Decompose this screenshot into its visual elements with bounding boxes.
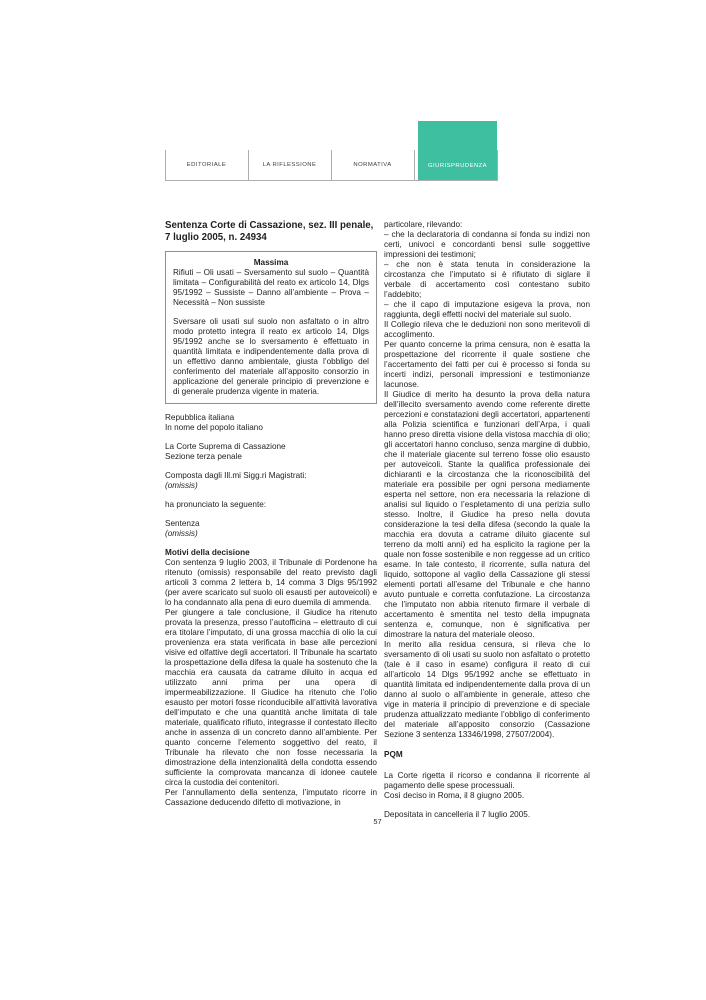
preamble-line: Repubblica italiana <box>165 413 235 422</box>
column-left <box>165 220 377 808</box>
body-paragraph: – che la declaratoria di condanna si fonda su indizi non certi, univoci e concordanti bensì sulle soggettive impressioni dei testimoni; <box>384 230 590 259</box>
tab-label: LA RIFLESSIONE <box>262 162 317 168</box>
tab-separator <box>497 150 498 180</box>
page-number: 57 <box>373 817 382 826</box>
preamble-sentenza <box>165 519 377 539</box>
tab-separator <box>414 150 415 180</box>
tab-giurisprudenza[interactable] <box>418 121 497 180</box>
body-paragraph: Con sentenza 9 luglio 2003, il Tribunale di Pordenone ha ritenuto (omissis) responsabile del reato previsto dagli articoli 3 comma 2 lettera b, 14 comma 3 Dlgs 95/1992 (per avere scaricato sul suolo oli esausti per autoveicoli) e lo ha condannato alla pena di euro duemila di ammenda. <box>165 558 377 607</box>
body-paragraph: – che il capo di imputazione esigeva la prova, non raggiunta, degli effetti nocivi del materiale sul suolo. <box>384 300 590 319</box>
preamble-pronounce <box>165 500 377 510</box>
massima-abstract: Sversare oli usati sul suolo non asfaltato o in altro modo protetto integra il reato ex articolo 14, Dlgs 95/1992 anche se lo sversamento è effettuato in quantità limitata e indipendentemente dalla prova di un effettivo danno ambientale, giusta l’obbligo del conferimento del materiale all’apposito consorzio in applicazione del generale principio di prevenzione e di generale prudenza vigente in materia. <box>173 317 369 396</box>
preamble-court <box>165 442 377 462</box>
body-paragraph: Per l’annullamento della sentenza, l’imputato ricorre in Cassazione deducendo difetto di motivazione, in <box>165 788 377 807</box>
pqm-paragraph: Così deciso in Roma, il 8 giugno 2005. <box>384 791 525 800</box>
body-paragraph: Il Giudice di merito ha desunto la prova della natura dell’illecito sversamento avendo come referente dirette percezioni e constatazioni degli accertatori, appartenenti alla Polizia scientifica e funzionari dell’Arpa, i quali hanno preso diretta visione della vistosa macchia di olio; gli accertatori hanno concluso, senza margine di dubbio, che il materiale giacente sul terreno fosse olio esausto per autoveicoli. Stante la qualifica professionale dei dichiaranti e la circostanza che la riconoscibilità del materiale era possibile per ogni persona mediamente esperta nel settore, non era necessaria la relazione di analisi sul liquido o l’espletamento di una perizia sullo stesso. Inoltre, il Giudice ha preso nella dovuta considerazione la tesi della difesa (secondo la quale la macchia era dovuta a catrame diluito giacente sul terreno da molti anni) ed ha esplicito la ragione per la quale non fosse sostenibile e non reggesse ad un critico esame. In tale contesto, il ricorrente, sulla natura del liquido, sottopone al vaglio della Cassazione gli stessi elementi portati all’esame del Tribunale e che hanno avuto puntuale e corretta confutazione. La circostanza che l’imputato non abbia ritenuto firmare il verbale di accertamento è smentita nel testo della impugnata sentenza e, comunque, non è significativa per dimostrare la natura del materiale oleoso. <box>384 390 590 639</box>
massima-box <box>165 251 377 404</box>
preamble-line: Composta dagli Ill.mi Sigg.ri Magistrati: <box>165 471 307 480</box>
tab-label: NORMATIVA <box>353 162 392 168</box>
body-paragraph: particolare, rilevando: <box>384 220 463 229</box>
preamble-line: Sezione terza penale <box>165 452 242 461</box>
tab-label: EDITORIALE <box>186 162 227 168</box>
body-paragraph: In merito alla residua censura, si rileva che lo sversamento di oli usati su suolo non asfaltato o protetto (tale è il caso in esame) configura il reato di cui all’articolo 14 Dlgs 95/1992 anche se effettuato in quantità limitata ed indipendentemente dalla prova di un danno al suolo o all’ambiente in generale, atteso che vige in materia il principio di prevenzione e di speciale prudenza attualizzato mediante l’obbligo di conferimento del materiale all’apposito consorzio (Cassazione Sezione 3 sentenza 13346/1998, 27507/2004). <box>384 640 590 739</box>
omissis-note: (omissis) <box>165 529 198 538</box>
pqm-paragraph: La Corte rigetta il ricorso e condanna il ricorrente al pagamento delle spese processuali. <box>384 771 590 790</box>
tab-la-riflessione[interactable] <box>248 150 331 180</box>
body-paragraph: Per quanto concerne la prima censura, non è esatta la prospettazione del ricorrente il quale sostiene che l’accertamento dei fatti per cui è processo si fonda su incerti indizi, personali impressioni e testimonianze lacunose. <box>384 340 590 389</box>
body-paragraph: Per giungere a tale conclusione, il Giudice ha ritenuto provata la presenza, presso l’autofficina – elettrauto di cui era titolare l’imputato, di una grossa macchia di olio la cui provenienza era stata verificata in base alle percezioni visive ed olfattive degli accertatori. Il Tribunale ha scartato la prospettazione della difesa la quale ha sostenuto che la macchia era causata da catrame diluito in acqua ed utilizzato anni prima per una opera di impermeabilizzazione. Il Giudice ha ritenuto che l’olio esausto per motori fosse riconducibile all’attività lavorativa dell’imputato e che una quantità anche limitata di tale materiale, qualificato rifiuto, integrasse il contestato illecito anche in assenza di un concreto danno all’ambiente. Per quanto concerne l’elemento soggettivo del reato, il Tribunale ha rilevato che non fosse necessaria la dimostrazione della intenzionalità della condotta essendo sufficiente la comprovata mancanza di idonee cautele circa la custodia dei contenitori. <box>165 608 377 787</box>
deposit-note: Depositata in cancelleria il 7 luglio 2005. <box>384 810 531 819</box>
motivi-heading: Motivi della decisione <box>165 548 250 557</box>
tab-editoriale[interactable] <box>165 150 248 180</box>
article-title: Sentenza Corte di Cassazione, sez. III penale, 7 luglio 2005, n. 24934 <box>165 220 374 243</box>
pqm-heading: PQM <box>384 750 403 759</box>
massima-keywords: Rifiuti – Oli usati – Sversamento sul suolo – Quantità limitata – Configurabilità del reato ex articolo 14, Dlgs 95/1992 – Sussiste – Danno all’ambiente – Prova –Necessità – Non sussiste <box>173 268 369 307</box>
tab-normativa[interactable] <box>331 150 414 180</box>
preamble-republic <box>165 413 377 433</box>
preamble-line: ha pronunciato la seguente: <box>165 500 267 509</box>
preamble-line: Sentenza <box>165 519 200 528</box>
body-paragraph: – che non è stata tenuta in considerazione la circostanza che l’imputato si è rifiutato di siglare il verbale di accertamento così contestano subito l’addebito; <box>384 260 590 299</box>
preamble-line: In nome del popolo italiano <box>165 423 263 432</box>
preamble-composition <box>165 471 377 491</box>
body-paragraph: Il Collegio rileva che le deduzioni non sono meritevoli di accoglimento. <box>384 320 590 339</box>
tab-label: GIURISPRUDENZA <box>428 163 487 169</box>
tab-rule <box>165 180 498 181</box>
omissis-note: (omissis) <box>165 481 198 490</box>
massima-heading: Massima <box>253 258 289 267</box>
column-right <box>384 220 590 820</box>
preamble-line: La Corte Suprema di Cassazione <box>165 442 286 451</box>
